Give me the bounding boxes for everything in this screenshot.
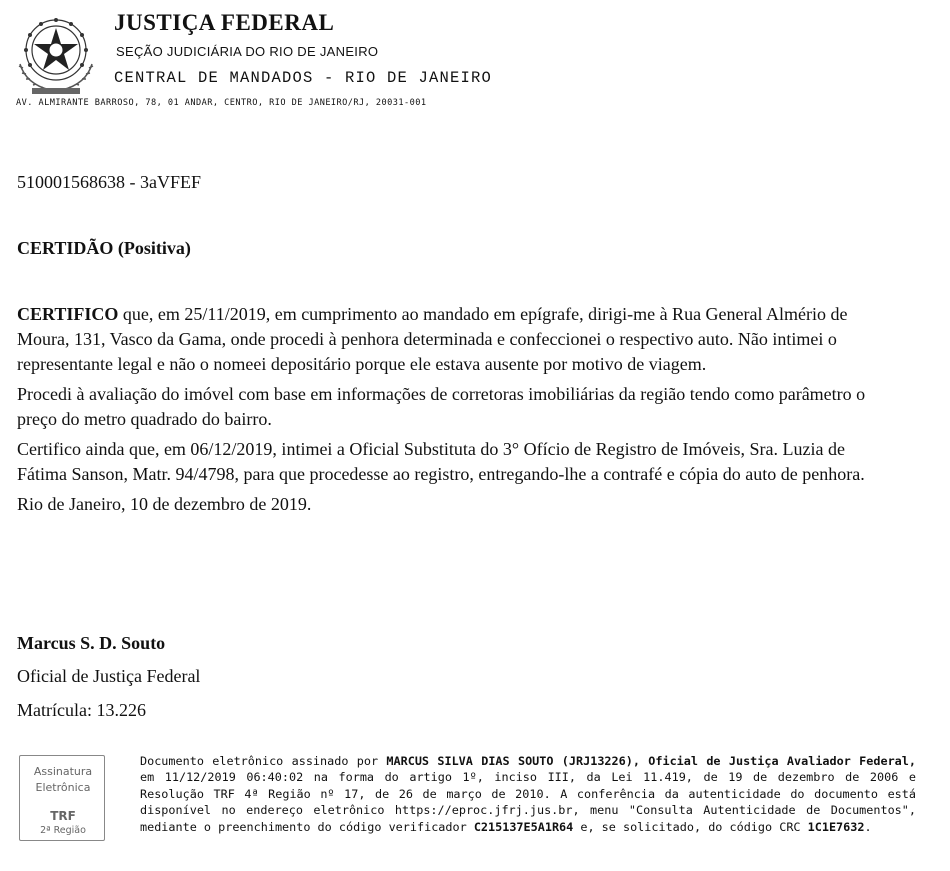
esign-text-4: .: [864, 819, 872, 834]
coat-of-arms-icon: [10, 6, 102, 98]
esign-signer: MARCUS SILVA DIAS SOUTO (JRJ13226), Oficial de Justiça Avaliador Federal,: [386, 754, 916, 768]
header-section: SEÇÃO JUDICIÁRIA DO RIO DE JANEIRO: [116, 44, 379, 59]
process-number: 510001568638 - 3aVFEF: [17, 172, 201, 192]
signer-registration: Matrícula: 13.226: [17, 700, 146, 720]
paragraph-1: [17, 302, 897, 377]
header-address: AV. ALMIRANTE BARROSO, 78, 01 ANDAR, CENTRO, RIO DE JANEIRO/RJ, 20031-001: [16, 98, 427, 108]
certificate-title: CERTIDÃO (Positiva): [17, 238, 191, 258]
paragraph-1-text: que, em 25/11/2019, em cumprimento ao mandado em epígrafe, dirigi-me à Rua General Almério de Moura, 131, Vasco da Gama, onde procedi à penhora determinada e confeccionei o respectivo auto. Não intimei o representante legal e não o nomeei depositário porque ele estava ausente por motivo de viagem.: [17, 304, 848, 374]
place-date: Rio de Janeiro, 10 de dezembro de 2019.: [17, 494, 312, 514]
electronic-signature-stamp: [17, 753, 109, 845]
signer-name: Marcus S. D. Souto: [17, 633, 166, 653]
header-title: JUSTIÇA FEDERAL: [114, 10, 335, 35]
esign-text-3: e, se solicitado, do código CRC: [573, 819, 808, 834]
paragraph-2: Procedi à avaliação do imóvel com base em informações de corretoras imobiliárias da região tendo como parâmetro o preço do metro quadrado do bairro.: [17, 384, 866, 429]
certifico-lead: CERTIFICO: [17, 304, 119, 324]
certificate-body: [17, 302, 897, 522]
verification-code: C215137E5A1R64: [473, 819, 574, 834]
document-header: [8, 6, 938, 116]
header-central: CENTRAL DE MANDADOS - RIO DE JANEIRO: [114, 69, 493, 87]
paragraph-3: Certifico ainda que, em 06/12/2019, intimei a Oficial Substituta do 3° Ofício de Registro de Imóveis, Sra. Luzia de Fátima Sanson, Matr. 94/4798, para que procedesse ao registro, entregando-lhe a contrafé e cópia do auto de penhora.: [17, 439, 865, 484]
esign-text-2: em 11/12/2019 06:40:02 na forma do artigo 1º, inciso III, da Lei 11.419, de 19 de dezembro de 2006 e Resolução TRF 4ª Região nº 17, de 26 de março de 2010. A conferência da autenticidade do documento está disponível no endereço eletrônico https://eproc.jfrj.jus.br, menu "Consulta Autenticidade de Documentos", mediante o preenchimento do código verificador: [140, 770, 916, 834]
signer-role: Oficial de Justiça Federal: [17, 666, 201, 686]
electronic-signature-notice: [140, 753, 916, 835]
stamp-line-2: Eletrônica: [35, 781, 91, 794]
stamp-line-3: TRF: [50, 809, 76, 823]
esign-text-1: Documento eletrônico assinado por: [140, 754, 387, 768]
stamp-line-1: Assinatura: [33, 765, 93, 778]
crc-code: 1C1E7632: [807, 819, 865, 834]
stamp-line-4: 2ª Região: [40, 825, 86, 836]
